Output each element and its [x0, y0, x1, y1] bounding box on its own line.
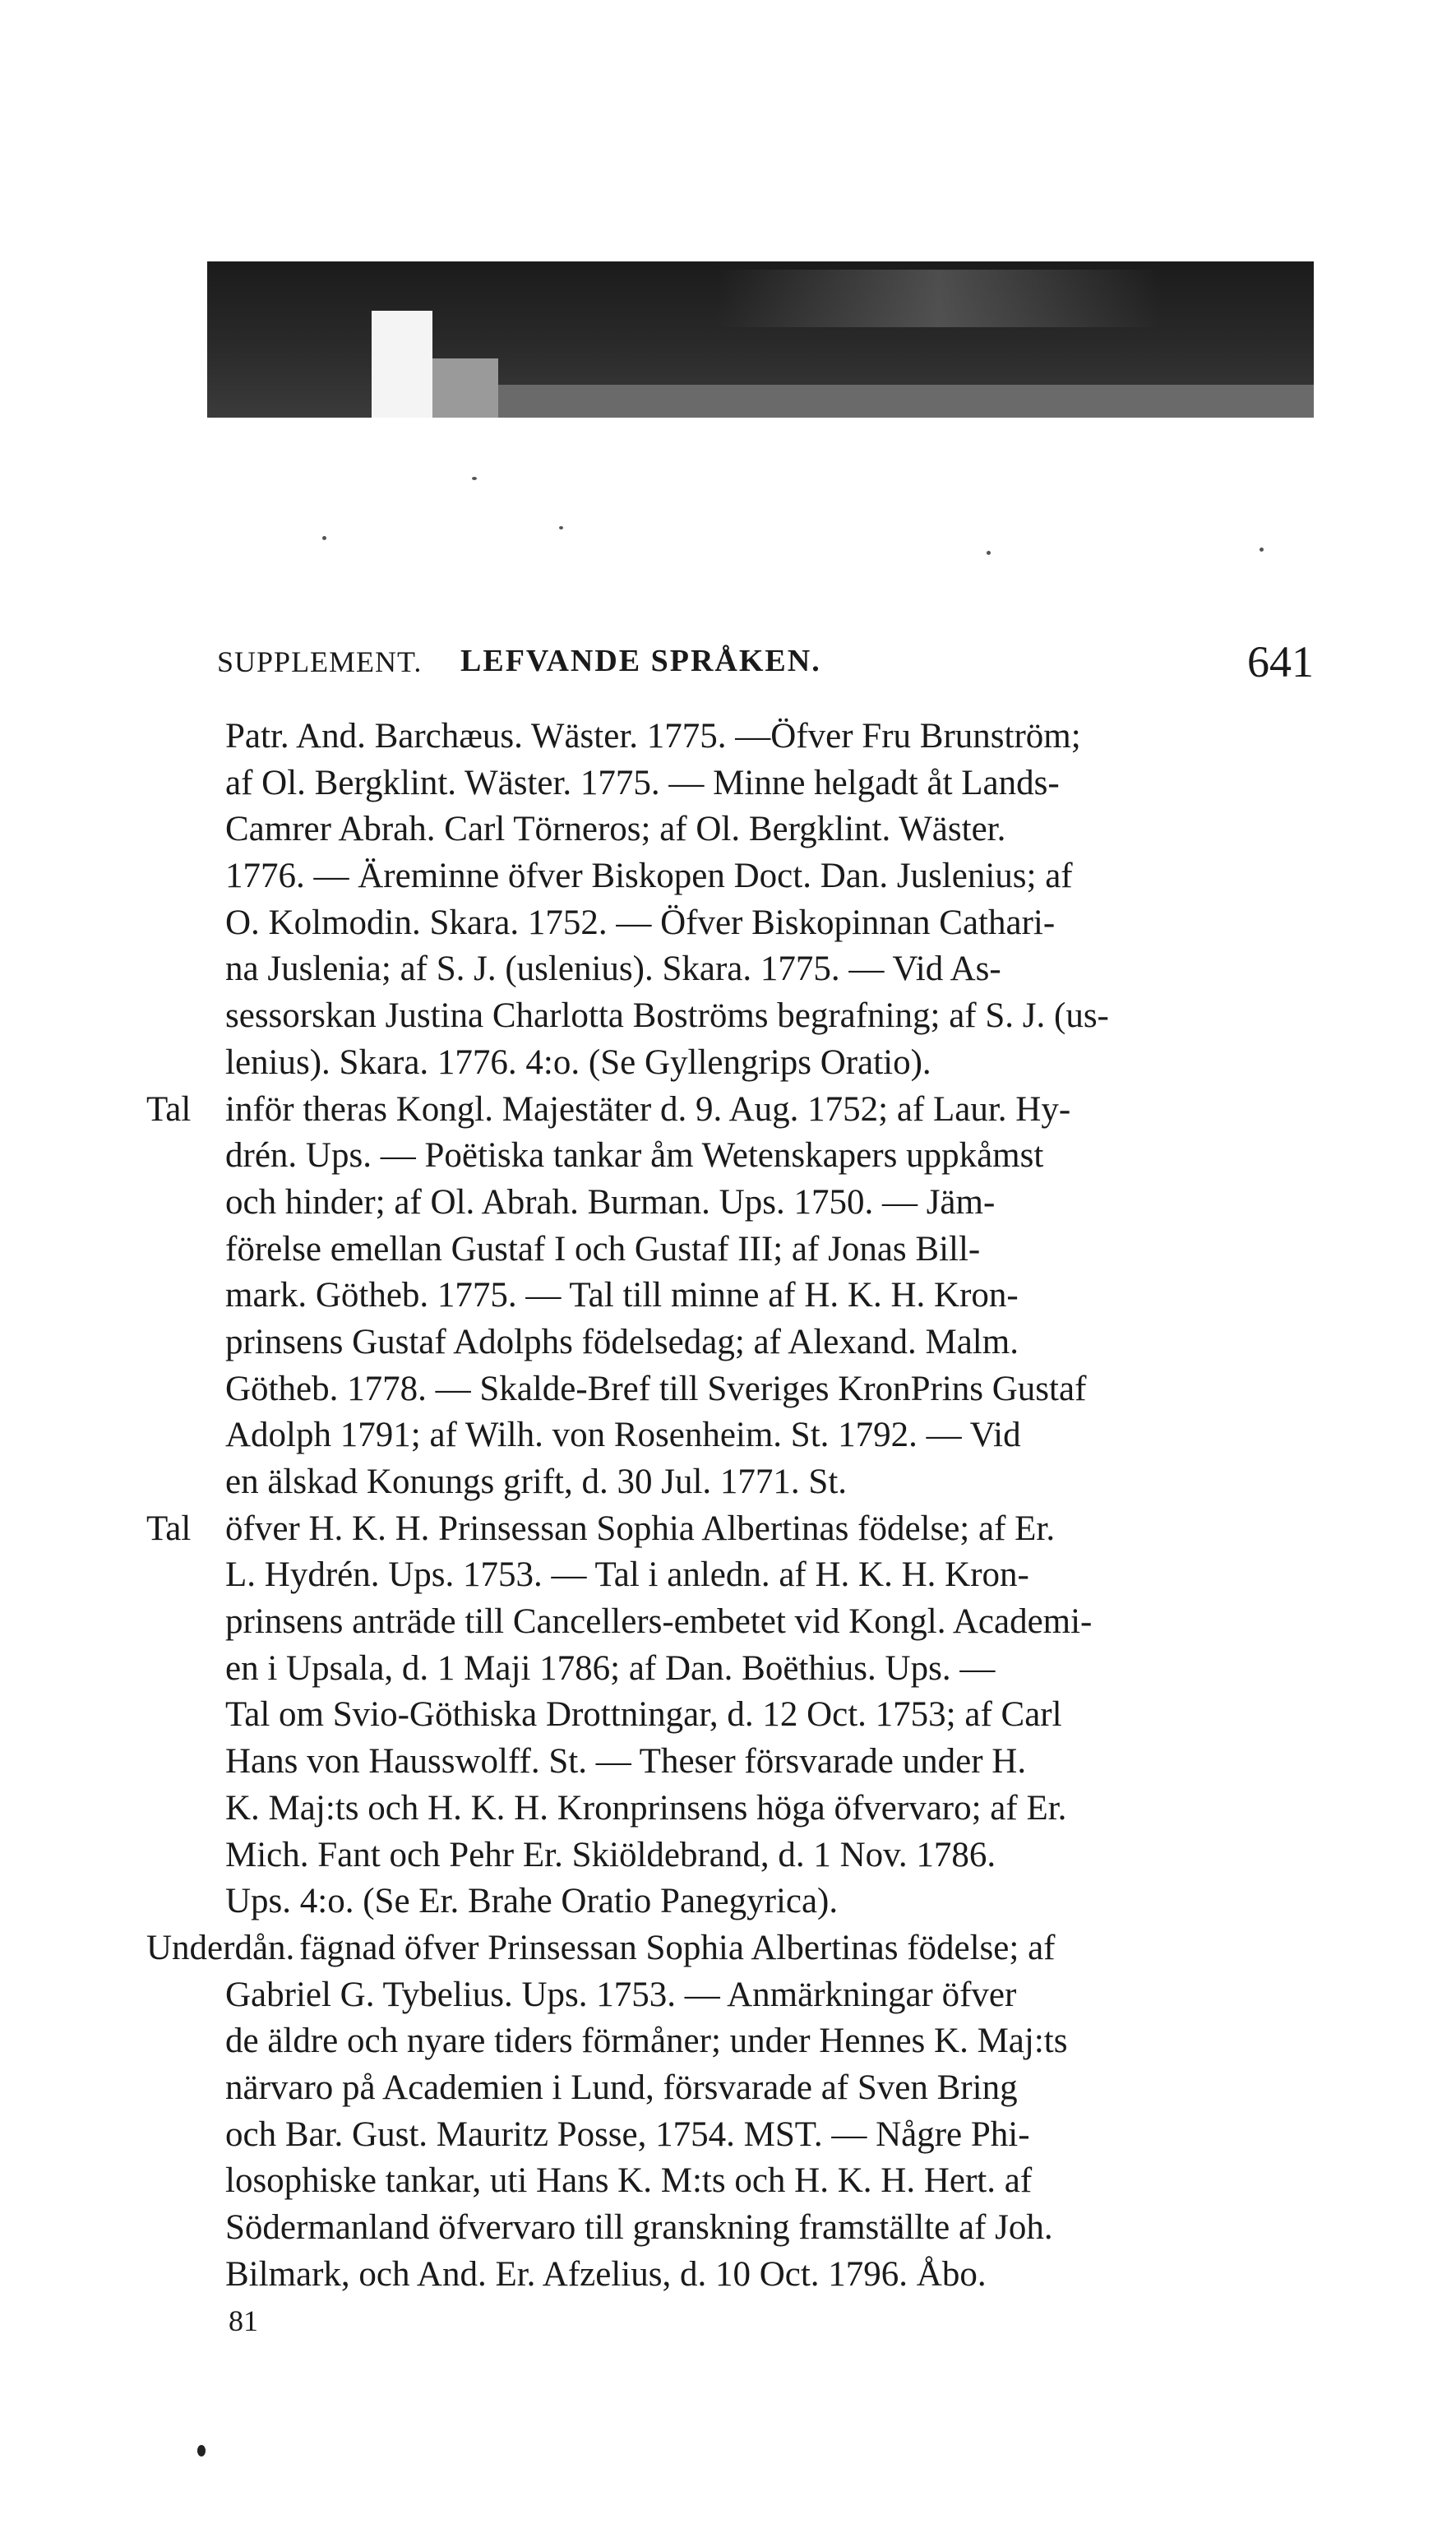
signature-mark: 81: [229, 2304, 258, 2338]
page-body: [146, 714, 1322, 2345]
line-text: Tal om Svio-Göthiska Drottningar, d. 12 Oct. 1753; af Carl: [225, 1695, 1062, 1735]
text-line: [146, 1319, 1322, 1366]
text-line: [146, 1925, 1322, 1972]
scan-gray-block: [432, 358, 498, 418]
running-head-title: LEFVANDE SPRÅKEN.: [460, 644, 821, 678]
text-line: [146, 1786, 1322, 1832]
text-line: [146, 1739, 1322, 1786]
line-text: Götheb. 1778. — Skalde-Bref till Sveriges KronPrins Gustaf: [225, 1369, 1087, 1408]
text-line: [146, 946, 1322, 993]
text-line: [146, 1972, 1322, 2019]
line-text: losophiske tankar, uti Hans K. M:ts och H. K. H. Hert. af: [225, 2161, 1033, 2201]
line-text: fägnad öfver Prinsessan Sophia Albertinas födelse; af: [299, 1928, 1056, 1967]
scan-streak: [717, 270, 1161, 327]
line-text: förelse emellan Gustaf I och Gustaf III; af Jonas Bill-: [225, 1229, 981, 1269]
text-line: [146, 1040, 1322, 1087]
scan-dark-band: [207, 261, 1314, 418]
line-text: af Ol. Bergklint. Wäster. 1775. — Minne helgadt åt Lands-: [225, 763, 1060, 802]
line-text: Ups. 4:o. (Se Er. Brahe Oratio Panegyrica).: [225, 1882, 839, 1921]
text-line: [146, 1646, 1322, 1693]
line-text: K. Maj:ts och H. K. H. Kronprinsens höga öfvervaro; af Er.: [225, 1788, 1067, 1828]
line-text: O. Kolmodin. Skara. 1752. — Öfver Biskopinnan Cathari-: [225, 903, 1056, 942]
line-text: lenius). Skara. 1776. 4:o. (Se Gyllengrips Oratio).: [225, 1042, 931, 1082]
line-text: 1776. — Äreminne öfver Biskopen Doct. Dan. Juslenius; af: [225, 857, 1073, 896]
scan-gray-strip: [498, 385, 1314, 418]
scan-speck: [1260, 548, 1264, 552]
line-text: inför theras Kongl. Majestäter d. 9. Aug. 1752; af Laur. Hy-: [225, 1089, 1071, 1129]
entry-label: Underdån.: [146, 1928, 295, 1967]
line-text: Camrer Abrah. Carl Törneros; af Ol. Bergklint. Wäster.: [225, 810, 1006, 849]
line-text: Gabriel G. Tybelius. Ups. 1753. — Anmärkningar öfver: [225, 1975, 1017, 2014]
text-line: [146, 2018, 1322, 2065]
text-line: [146, 1273, 1322, 1319]
signature-mark-line: [146, 2298, 1322, 2345]
scan-speck: [559, 526, 563, 529]
text-line: [146, 993, 1322, 1040]
text-line: [146, 1133, 1322, 1180]
text-line: [146, 1552, 1322, 1599]
scan-speck: [197, 2445, 206, 2456]
text-line: [146, 1692, 1322, 1739]
line-text: och Bar. Gust. Mauritz Posse, 1754. MST. — Någre Phi-: [225, 2114, 1030, 2154]
line-text: Adolph 1791; af Wilh. von Rosenheim. St. 1792. — Vid: [225, 1416, 1021, 1455]
text-line: [146, 1227, 1322, 1273]
line-text: Södermanland öfvervaro till granskning framställte af Joh.: [225, 2208, 1053, 2247]
text-line: [146, 1599, 1322, 1646]
text-line: [146, 2112, 1322, 2159]
line-text: prinsens anträde till Cancellers-embetet vid Kongl. Academi-: [225, 1602, 1093, 1642]
line-text: närvaro på Academien i Lund, försvarade af Sven Bring: [225, 2068, 1018, 2107]
line-text: Hans von Hausswolff. St. — Theser försvarade under H.: [225, 1742, 1027, 1782]
text-line: [146, 1459, 1322, 1506]
text-line: [146, 2158, 1322, 2205]
text-line: [146, 1087, 1322, 1134]
line-text: Bilmark, och And. Er. Afzelius, d. 10 Oct. 1796. Åbo.: [225, 2254, 987, 2294]
scan-speck: [987, 551, 991, 555]
page-number: 641: [1247, 637, 1314, 686]
line-text: drén. Ups. — Poëtiska tankar åm Wetenskapers uppkåmst: [225, 1136, 1044, 1176]
text-line: [146, 1879, 1322, 1925]
text-line: [146, 1412, 1322, 1459]
line-text: en älskad Konungs grift, d. 30 Jul. 1771. St.: [225, 1463, 848, 1501]
text-line: [146, 1366, 1322, 1413]
running-head: [217, 635, 1314, 692]
text-line: [146, 806, 1322, 853]
line-text: mark. Götheb. 1775. — Tal till minne af H. K. H. Kron-: [225, 1276, 1019, 1315]
text-line: [146, 1506, 1322, 1553]
line-text: en i Upsala, d. 1 Maji 1786; af Dan. Boëthius. Ups. —: [225, 1648, 996, 1688]
text-line: [146, 2252, 1322, 2299]
entry-label: Tal: [146, 1509, 192, 1548]
line-text: öfver H. K. H. Prinsessan Sophia Albertinas födelse; af Er.: [225, 1509, 1056, 1548]
text-line: [146, 760, 1322, 807]
text-line: [146, 900, 1322, 947]
entry-label: Tal: [146, 1089, 192, 1129]
scan-speck: [472, 477, 477, 480]
text-line: [146, 2205, 1322, 2252]
line-text: de äldre och nyare tiders förmåner; under Hennes K. Maj:ts: [225, 2022, 1068, 2061]
line-text: Patr. And. Barchæus. Wäster. 1775. —Öfver Fru Brunström;: [225, 717, 1081, 756]
line-text: prinsens Gustaf Adolphs födelsedag; af Alexand. Malm.: [225, 1322, 1019, 1361]
running-head-section: SUPPLEMENT.: [217, 645, 423, 678]
text-line: [146, 1180, 1322, 1227]
text-line: [146, 1832, 1322, 1879]
text-line: [146, 853, 1322, 900]
scan-light-block: [372, 311, 432, 418]
line-text: sessorskan Justina Charlotta Boströms begrafning; af S. J. (us-: [225, 996, 1109, 1036]
scan-speck: [322, 536, 326, 540]
text-line: [146, 714, 1322, 760]
text-line: [146, 2065, 1322, 2112]
line-text: na Juslenia; af S. J. (uslenius). Skara. 1775. — Vid As-: [225, 950, 1001, 989]
line-text: och hinder; af Ol. Abrah. Burman. Ups. 1750. — Jäm-: [225, 1182, 996, 1222]
line-text: L. Hydrén. Ups. 1753. — Tal i anledn. af H. K. H. Kron-: [225, 1555, 1029, 1595]
line-text: Mich. Fant och Pehr Er. Skiöldebrand, d. 1 Nov. 1786.: [225, 1835, 996, 1874]
